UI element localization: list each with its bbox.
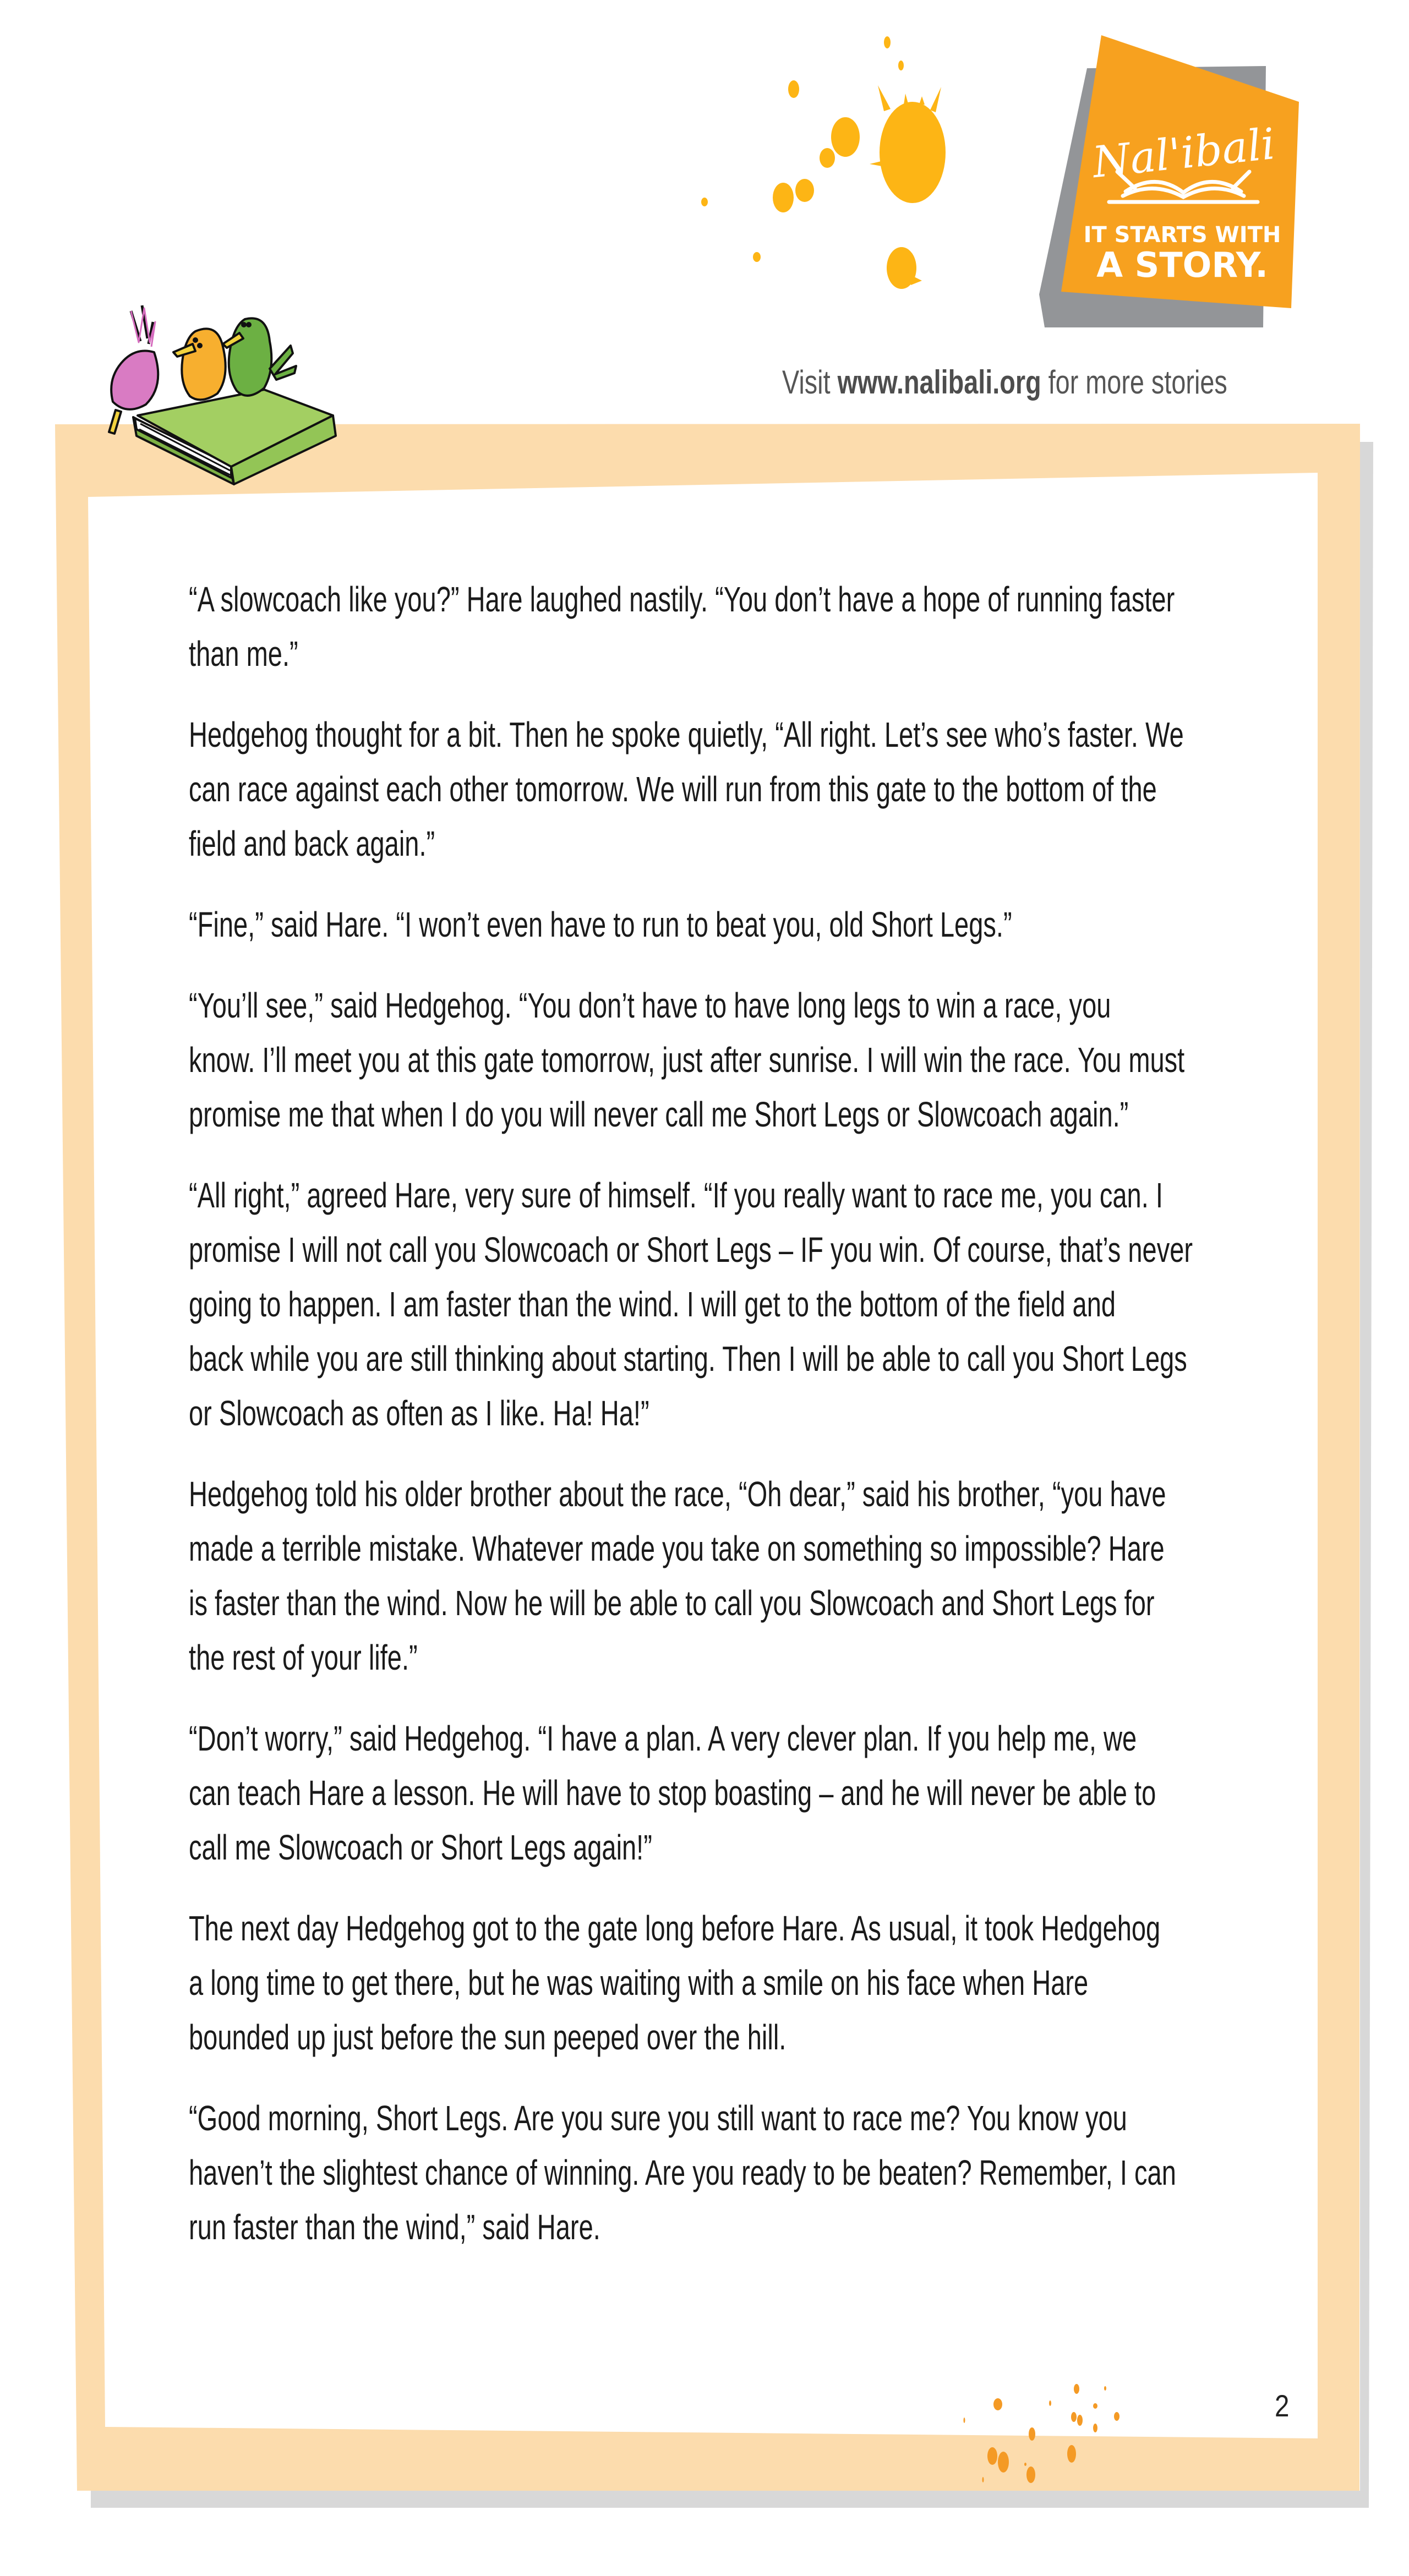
logo-brand-text: Nal'ibali <box>1090 119 1277 188</box>
text-line: the rest of your life.” <box>189 1638 418 1677</box>
text-line: a long time to get there, but he was waiting with a smile on his face when Hare <box>189 1963 1089 2003</box>
text-line: is faster than the wind. Now he will be able to call you Slowcoach and Short Legs for <box>189 1583 1155 1623</box>
text-line: field and back again.” <box>189 824 435 863</box>
story-paragraph-9 <box>189 2091 1235 2255</box>
text-line: “You’ll see,” said Hedgehog. “You don’t have to have long legs to win a race, you <box>189 986 1111 1025</box>
text-line: can teach Hare a lesson. He will have to stop boasting – and he will never be able to <box>189 1773 1156 1813</box>
text-line: “Fine,” said Hare. “I won’t even have to run to beat you, old Short Legs.” <box>189 905 1012 944</box>
text-line: promise me that when I do you will never call me Short Legs or Slowcoach again.” <box>189 1095 1129 1134</box>
text-line: bounded up just before the sun peeped over the hill. <box>189 2017 787 2057</box>
text-line: know. I’ll meet you at this gate tomorrow, just after sunrise. I will win the race. You must <box>189 1040 1185 1080</box>
story-paragraph-8 <box>189 1901 1235 2065</box>
green-book-icon <box>133 390 336 484</box>
story-paragraph-7 <box>189 1711 1235 1875</box>
birds-on-book-illustration <box>83 292 391 501</box>
visit-prefix: Visit <box>782 364 838 401</box>
text-line: “All right,” agreed Hare, very sure of himself. “If you really want to race me, you can. I <box>189 1175 1163 1215</box>
text-line: call me Slowcoach or Short Legs again!” <box>189 1828 652 1867</box>
website-link[interactable]: www.nalibali.org <box>837 364 1041 401</box>
text-line: Hedgehog thought for a bit. Then he spoke quietly, “All right. Let’s see who’s faster. We <box>189 715 1184 754</box>
text-line: Hedgehog told his older brother about the race, “Oh dear,” said his brother, “you have <box>189 1474 1166 1514</box>
story-paragraph-4 <box>189 978 1235 1142</box>
text-line: promise I will not call you Slowcoach or Short Legs – IF you win. Of course, that’s never <box>189 1230 1193 1270</box>
text-line: going to happen. I am faster than the wind. I will get to the bottom of the field and <box>189 1284 1116 1324</box>
story-paragraph-1 <box>189 572 1235 681</box>
page-number: 2 <box>1275 2388 1290 2423</box>
paint-splatter-top <box>688 22 1018 330</box>
story-paragraph-5 <box>189 1168 1235 1441</box>
orange-bird-icon <box>173 329 226 400</box>
visit-website-line <box>782 360 1227 404</box>
visit-suffix: for more stories <box>1041 364 1227 401</box>
story-text <box>189 572 1235 2255</box>
text-line: “Don’t worry,” said Hedgehog. “I have a plan. A very clever plan. If you help me, we <box>189 1719 1137 1758</box>
story-paragraph-3 <box>189 898 1235 952</box>
text-line: can race against each other tomorrow. We will run from this gate to the bottom of the <box>189 769 1157 809</box>
story-paragraph-2 <box>189 708 1235 871</box>
logo-tagline-line2: A STORY. <box>1096 245 1268 285</box>
text-line: run faster than the wind,” said Hare. <box>189 2207 600 2247</box>
text-line: or Slowcoach as often as I like. Ha! Ha!” <box>189 1393 649 1433</box>
text-line: made a terrible mistake. Whatever made you take on something so impossible? Hare <box>189 1529 1165 1568</box>
nalibali-logo[interactable] <box>1007 28 1326 358</box>
text-line: back while you are still thinking about starting. Then I will be able to call you Short Legs <box>189 1339 1187 1379</box>
logo-tagline-line1: IT STARTS WITH <box>1083 222 1281 248</box>
text-line: The next day Hedgehog got to the gate long before Hare. As usual, it took Hedgehog <box>189 1908 1161 1948</box>
paint-splatter-bottom <box>936 2339 1376 2576</box>
green-bird-icon <box>223 318 296 396</box>
text-line: “Good morning, Short Legs. Are you sure you still want to race me? You know you <box>189 2098 1127 2138</box>
text-line: “A slowcoach like you?” Hare laughed nastily. “You don’t have a hope of running faster <box>189 579 1175 619</box>
text-line: than me.” <box>189 634 298 674</box>
story-paragraph-6 <box>189 1467 1235 1685</box>
text-line: haven’t the slightest chance of winning. Are you ready to be beaten? Remember, I can <box>189 2153 1176 2192</box>
